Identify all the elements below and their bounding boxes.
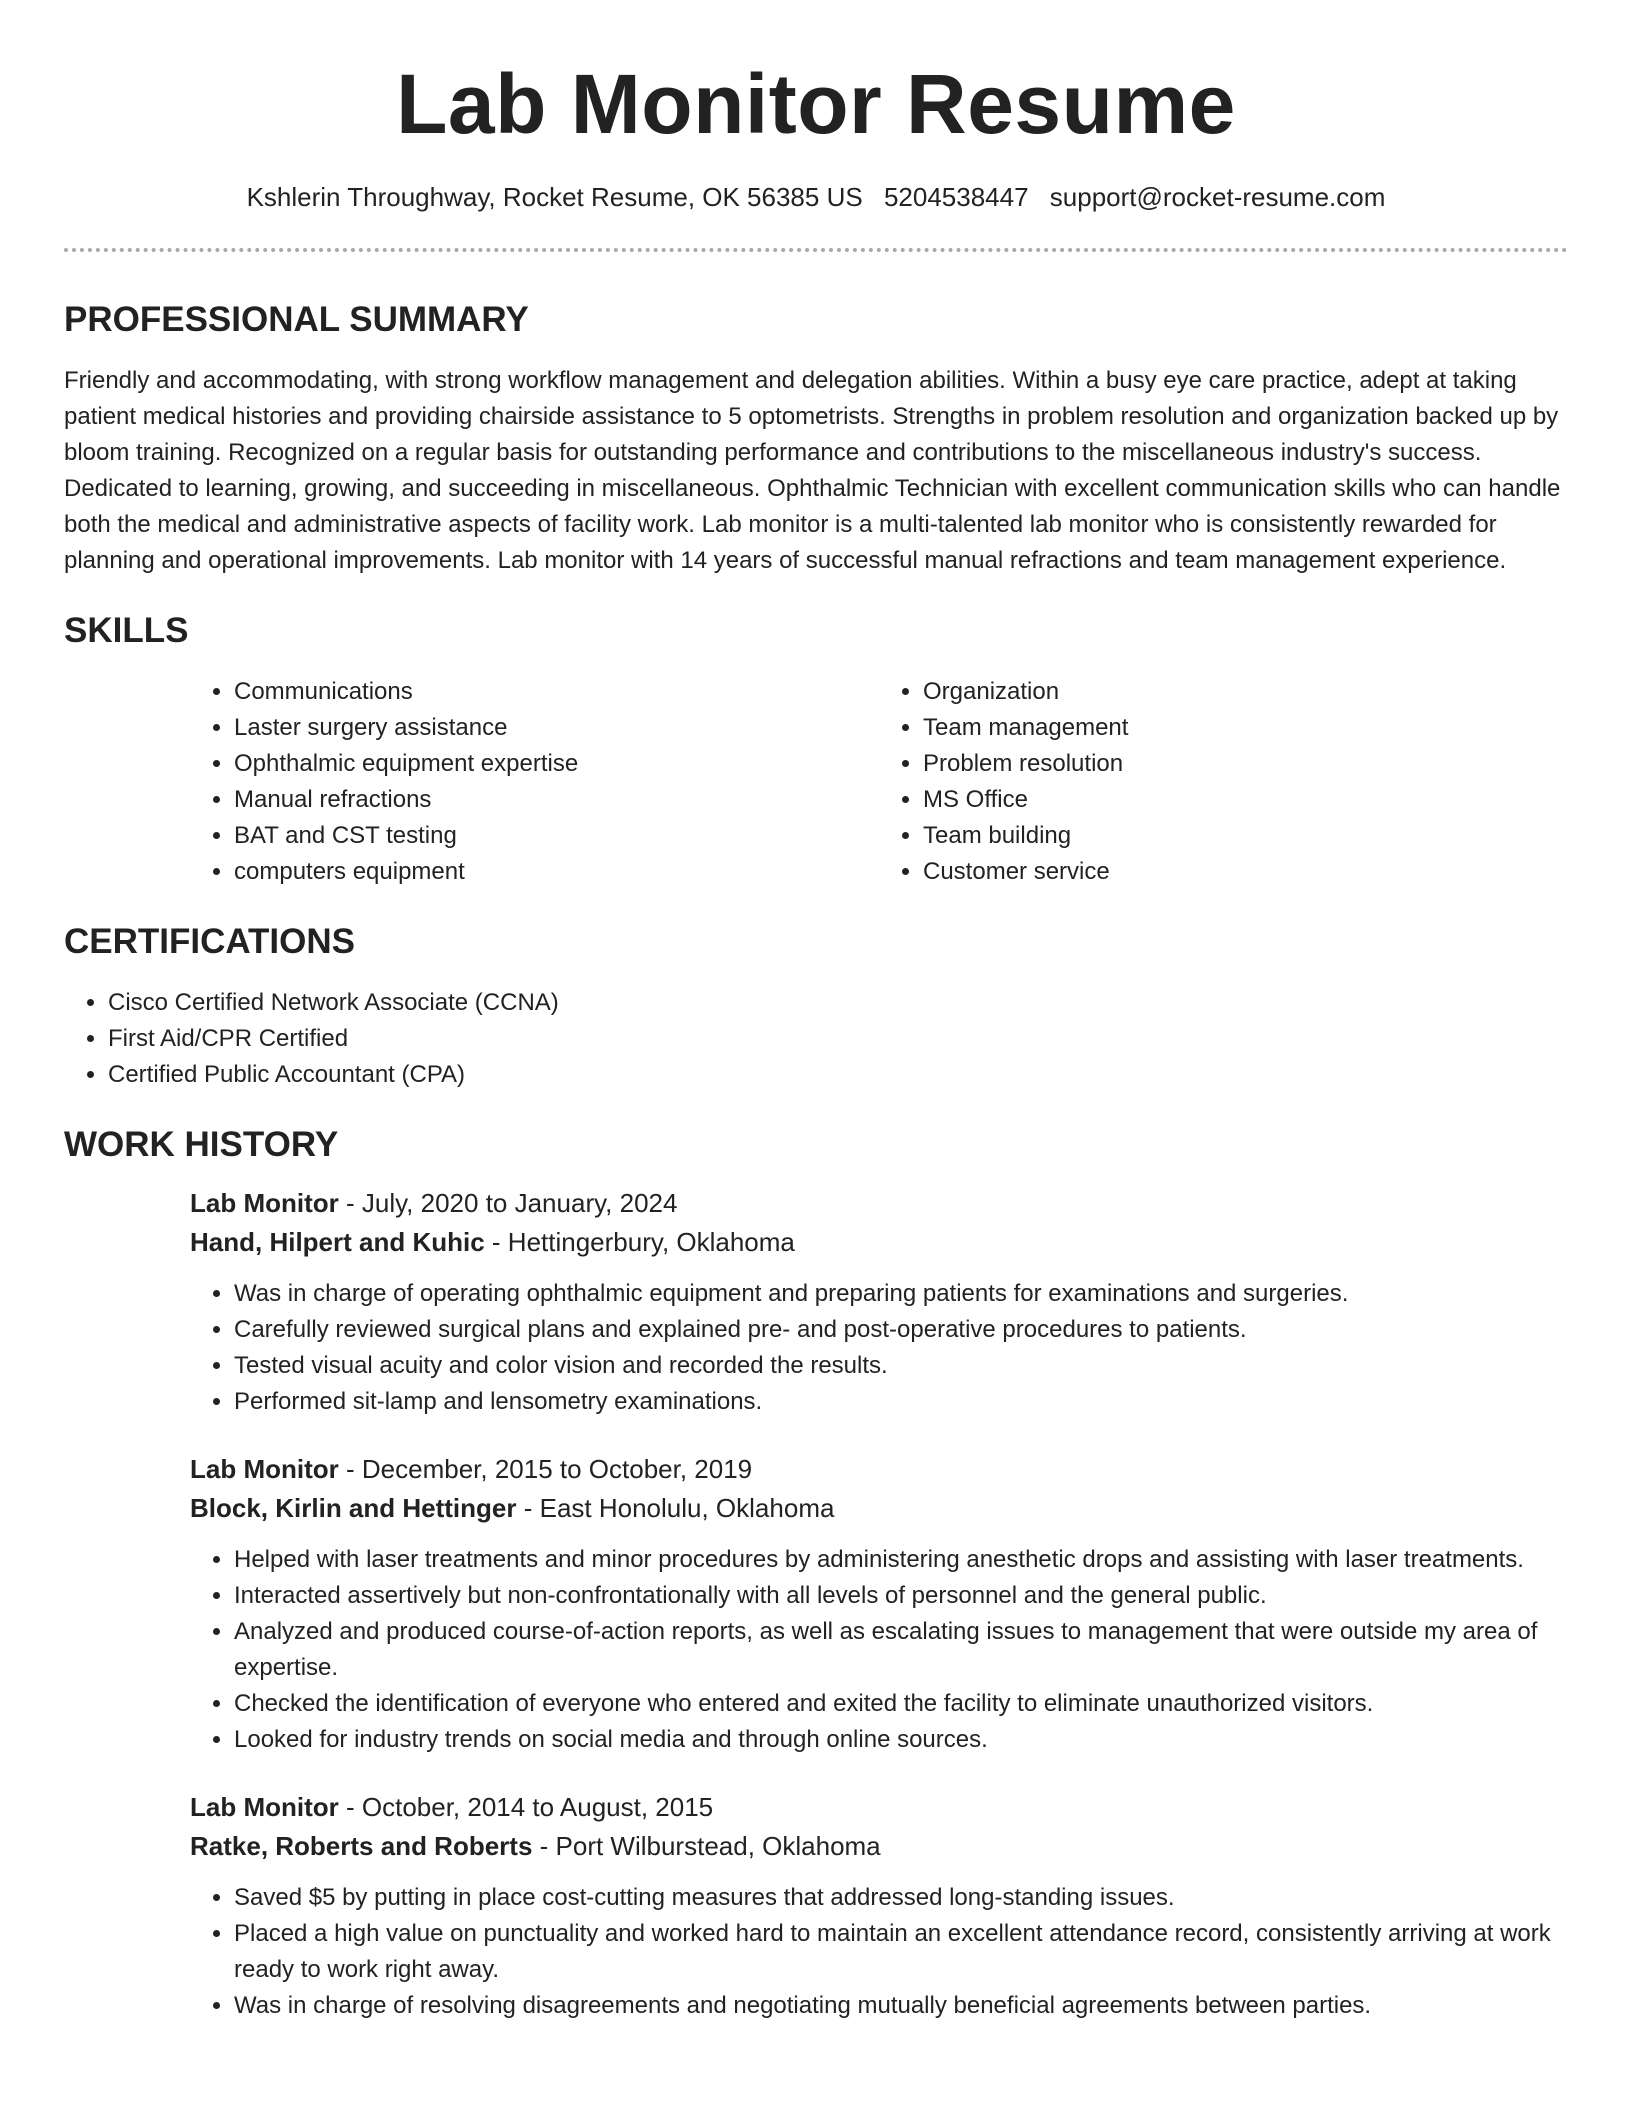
job-bullet: • Was in charge of operating ophthalmic equipment and preparing patients for examinations and surgeries. — [234, 1276, 1568, 1312]
contact-line — [64, 184, 1568, 210]
job-location: Hettingerbury, Oklahoma — [507, 1227, 795, 1257]
job-dates: October, 2014 to August, 2015 — [361, 1792, 714, 1822]
work-history-heading: WORK HISTORY — [64, 1125, 339, 1164]
job-dates: December, 2015 to October, 2019 — [361, 1454, 753, 1484]
job-title: Lab Monitor — [190, 1454, 339, 1484]
contact-address: Kshlerin Throughway, Rocket Resume, OK 56385 US — [246, 182, 863, 212]
contact-phone: 5204538447 — [883, 182, 1029, 212]
skills-column-right — [879, 674, 1568, 890]
job-bullets — [190, 1276, 1568, 1420]
separator: - — [338, 1454, 362, 1484]
job-bullet: • Performed sit-lamp and lensometry examinations. — [234, 1384, 1568, 1420]
job-entry — [190, 1788, 1568, 2024]
skill-item: • MS Office — [923, 782, 1568, 818]
job-bullet: • Analyzed and produced course-of-action reports, as well as escalating issues to management that were outside my area of expertise. — [234, 1614, 1568, 1686]
separator: - — [532, 1831, 556, 1861]
job-title-line — [190, 1184, 1568, 1223]
separator: - — [516, 1493, 540, 1523]
job-bullets — [190, 1880, 1568, 2024]
resume-page — [64, 0, 1568, 2024]
skills-heading: SKILLS — [64, 611, 189, 650]
job-company-line — [190, 1223, 1568, 1262]
job-title-line — [190, 1788, 1568, 1827]
certification-item: • Certified Public Accountant (CPA) — [108, 1057, 1568, 1093]
summary-heading: PROFESSIONAL SUMMARY — [64, 300, 529, 339]
job-title: Lab Monitor — [190, 1792, 339, 1822]
job-bullet: • Helped with laser treatments and minor procedures by administering anesthetic drops and assisting with laser treatments. — [234, 1542, 1568, 1578]
job-bullet: • Saved $5 by putting in place cost-cutting measures that addressed long-standing issues. — [234, 1880, 1568, 1916]
skill-item: • Communications — [234, 674, 879, 710]
skill-item: • Manual refractions — [234, 782, 879, 818]
job-bullet: • Placed a high value on punctuality and worked hard to maintain an excellent attendance record, consistently arriving at work ready to work right away. — [234, 1916, 1568, 1988]
skill-item: • Problem resolution — [923, 746, 1568, 782]
skill-item: • Team management — [923, 710, 1568, 746]
skills-list — [190, 674, 1568, 890]
job-bullet: • Looked for industry trends on social media and through online sources. — [234, 1722, 1568, 1758]
job-company: Hand, Hilpert and Kuhic — [190, 1227, 485, 1257]
skill-item: • BAT and CST testing — [234, 818, 879, 854]
summary-text: Friendly and accommodating, with strong workflow management and delegation abilities. Within a busy eye care practice, adept at taking patient medical histories and providing chairside assistance to 5 optometrists. Strengths in problem resolution and organization backed up by bloom training. Recognized on a regular basis for outstanding performance and contributions to the miscellaneous industry's success. Dedicated to learning, growing, and succeeding in miscellaneous. Ophthalmic Technician with excellent communication skills who can handle both the medical and administrative aspects of facility work. Lab monitor is a multi-talented lab monitor who is consistently rewarded for planning and operational improvements. Lab monitor with 14 years of successful manual refractions and team management experience. — [64, 367, 1561, 574]
skill-item: • Organization — [923, 674, 1568, 710]
job-bullet: • Checked the identification of everyone who entered and exited the facility to eliminate unauthorized visitors. — [234, 1686, 1568, 1722]
job-bullet: • Tested visual acuity and color vision and recorded the results. — [234, 1348, 1568, 1384]
job-company-line — [190, 1827, 1568, 1866]
separator: - — [338, 1188, 362, 1218]
job-dates: July, 2020 to January, 2024 — [361, 1188, 678, 1218]
skills-column-left — [190, 674, 879, 890]
contact-email: support@rocket-resume.com — [1049, 182, 1386, 212]
job-bullet: • Was in charge of resolving disagreements and negotiating mutually beneficial agreements between parties. — [234, 1988, 1568, 2024]
job-company: Ratke, Roberts and Roberts — [190, 1831, 533, 1861]
certifications-list — [64, 985, 1568, 1093]
job-location: Port Wilburstead, Oklahoma — [555, 1831, 881, 1861]
job-entry — [190, 1184, 1568, 1420]
certification-item: • First Aid/CPR Certified — [108, 1021, 1568, 1057]
separator: - — [484, 1227, 508, 1257]
job-entry — [190, 1450, 1568, 1758]
header-divider — [64, 248, 1568, 252]
job-location: East Honolulu, Oklahoma — [539, 1493, 835, 1523]
job-bullet: • Interacted assertively but non-confrontationally with all levels of personnel and the general public. — [234, 1578, 1568, 1614]
certification-item: • Cisco Certified Network Associate (CCNA) — [108, 985, 1568, 1021]
separator: - — [338, 1792, 362, 1822]
job-company-line — [190, 1489, 1568, 1528]
job-bullet: • Carefully reviewed surgical plans and explained pre- and post-operative procedures to patients. — [234, 1312, 1568, 1348]
job-bullets — [190, 1542, 1568, 1758]
skill-item: • Laster surgery assistance — [234, 710, 879, 746]
certifications-heading: CERTIFICATIONS — [64, 922, 356, 961]
skill-item: • Customer service — [923, 854, 1568, 890]
job-title: Lab Monitor — [190, 1188, 339, 1218]
skill-item: • Team building — [923, 818, 1568, 854]
job-company: Block, Kirlin and Hettinger — [190, 1493, 517, 1523]
skill-item: • Ophthalmic equipment expertise — [234, 746, 879, 782]
skill-item: • computers equipment — [234, 854, 879, 890]
resume-title: Lab Monitor Resume — [396, 57, 1236, 151]
job-title-line — [190, 1450, 1568, 1489]
